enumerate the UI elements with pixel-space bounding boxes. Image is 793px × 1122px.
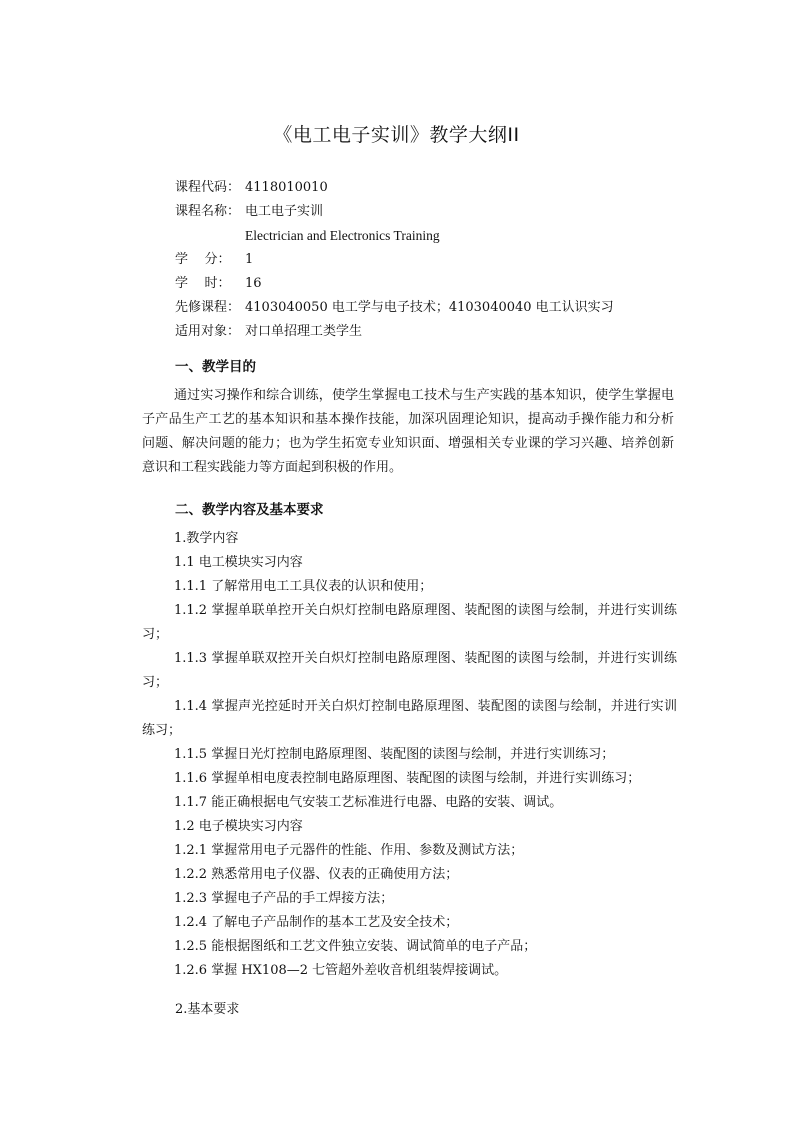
- list-item: 1.教学内容: [174, 531, 239, 546]
- document-title: 《电工电子实训》教学大纲II: [273, 124, 520, 146]
- meta-label: 学 时：: [175, 276, 231, 291]
- list-item: 1.2 电子模块实习内容: [174, 819, 303, 834]
- section-heading-content: 二、教学内容及基本要求: [175, 502, 324, 518]
- meta-label: 适用对象：: [175, 324, 241, 339]
- meta-course-name: [175, 200, 715, 224]
- meta-course-code: [175, 176, 715, 200]
- meta-value: 16: [245, 276, 262, 291]
- list-item: 1.1.2 掌握单联单控开关白炽灯控制电路原理图、装配图的读图与绘制，并进行实训练习；: [142, 603, 677, 642]
- list-item: 1.2.5 能根据图纸和工艺文件独立安装、调试简单的电子产品；: [174, 939, 537, 954]
- meta-credits: [175, 248, 715, 272]
- list-item: 1.1.4 掌握声光控延时开关白炽灯控制电路原理图、装配图的读图与绘制，并进行实训练习；: [142, 699, 677, 738]
- meta-course-name-en: [175, 224, 715, 248]
- meta-audience: [175, 320, 715, 344]
- list-item: 1.1 电工模块实习内容: [174, 555, 303, 570]
- list-item: 1.2.3 掌握电子产品的手工焊接方法；: [174, 891, 394, 906]
- subsection-basic-requirements: 2.基本要求: [175, 1002, 240, 1017]
- objectives-paragraph: 通过实习操作和综合训练，使学生掌握电工技术与生产实践的基本知识，使学生掌握电子产品生产工艺的基本知识和基本操作技能，加深巩固理论知识，提高动手操作能力和分析问题、解决问题的能力；也为学生拓宽专业知识面、增强相关专业课的学习兴趣、培养创新意识和工程实践能力等方面起到积极的作用。: [142, 388, 674, 475]
- meta-label: 课程名称：: [175, 204, 241, 219]
- meta-value: 4118010010: [245, 180, 328, 195]
- meta-value: 4103040050 电工学与电子技术；4103040040 电工认识实习: [245, 300, 614, 315]
- meta-value: 对口单招理工类学生: [245, 324, 363, 339]
- list-item: 1.1.7 能正确根据电气安装工艺标准进行电器、电路的安装、调试。: [174, 795, 563, 810]
- meta-prerequisites: [175, 296, 715, 320]
- meta-value: 电工电子实训: [245, 204, 324, 219]
- list-item: 1.1.5 掌握日光灯控制电路原理图、装配图的读图与绘制，并进行实训练习；: [174, 747, 615, 762]
- list-item: 1.1.6 掌握单相电度表控制电路原理图、装配图的读图与绘制，并进行实训练习；: [174, 771, 641, 786]
- meta-value: Electrician and Electronics Training: [245, 228, 440, 243]
- list-item: 1.2.6 掌握 HX108—2 七管超外差收音机组装焊接调试。: [174, 963, 508, 978]
- meta-hours: [175, 272, 715, 296]
- list-item: 1.2.4 了解电子产品制作的基本工艺及安全技术；: [174, 915, 459, 930]
- meta-label: 课程代码：: [175, 180, 241, 195]
- list-item: 1.1.3 掌握单联双控开关白炽灯控制电路原理图、装配图的读图与绘制，并进行实训练习；: [142, 651, 677, 690]
- course-meta: [175, 176, 715, 344]
- list-item: 1.2.1 掌握常用电子元器件的性能、作用、参数及测试方法；: [174, 843, 524, 858]
- meta-value: 1: [245, 252, 254, 267]
- list-item: 1.1.1 了解常用电工工具仪表的认识和使用；: [174, 579, 433, 594]
- meta-label: 学 分：: [175, 252, 231, 267]
- section-heading-objectives: 一、教学目的: [175, 359, 256, 375]
- meta-label: 先修课程：: [175, 300, 241, 315]
- list-item: 1.2.2 熟悉常用电子仪器、仪表的正确使用方法；: [174, 867, 459, 882]
- content-list: [142, 527, 677, 983]
